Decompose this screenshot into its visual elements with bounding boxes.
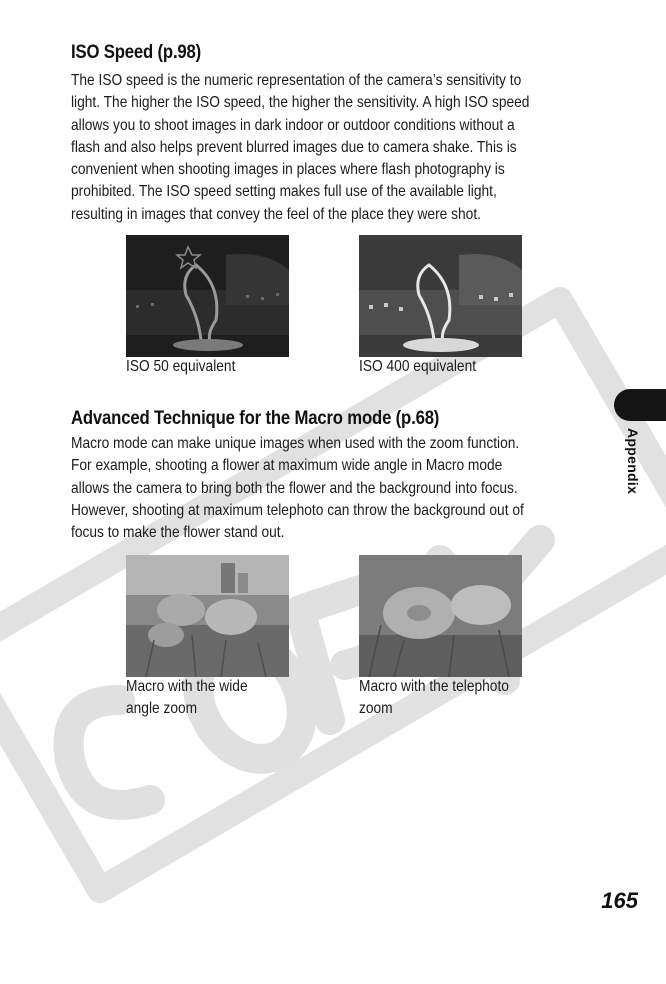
paragraph-line: convenient when shooting images in places where flash photography is bbox=[71, 161, 505, 179]
macro-telephoto-photo bbox=[359, 555, 522, 677]
caption-line: Macro with the wide bbox=[126, 678, 248, 695]
macro-wide-photo bbox=[126, 555, 289, 677]
macro-telephoto-caption bbox=[359, 676, 533, 720]
paragraph-line: For example, shooting a flower at maximum wide angle in Macro mode bbox=[71, 457, 503, 475]
paragraph-line: resulting in images that convey the feel of the place they were shot. bbox=[71, 205, 481, 223]
iso-50-caption bbox=[126, 356, 253, 378]
iso-400-photo bbox=[359, 235, 522, 357]
paragraph-line: prohibited. The ISO speed setting makes full use of the available light, bbox=[71, 183, 497, 201]
appendix-tab-label: Appendix bbox=[625, 428, 641, 495]
caption-line: zoom bbox=[359, 700, 393, 717]
iso-400-caption bbox=[359, 356, 495, 378]
macro-wide-caption bbox=[126, 676, 267, 720]
caption-line: Macro with the telephoto bbox=[359, 678, 509, 695]
caption-line: angle zoom bbox=[126, 700, 198, 717]
paragraph-line: focus to make the flower stand out. bbox=[71, 524, 285, 542]
page-number: 165 bbox=[601, 888, 638, 913]
caption-line: ISO 400 equivalent bbox=[359, 358, 477, 375]
paragraph-line: light. The higher the ISO speed, the higher the sensitivity. A high ISO speed bbox=[71, 94, 530, 112]
paragraph-line: The ISO speed is the numeric representation of the camera’s sensitivity to bbox=[71, 72, 522, 89]
section-heading-iso-speed: ISO Speed (p.98) bbox=[71, 42, 202, 63]
paragraph-line: allows the camera to bring both the flower and the background into focus. bbox=[71, 479, 518, 497]
paragraph-line: flash and also helps prevent blurred images due to camera shake. This is bbox=[71, 138, 517, 156]
caption-line: ISO 50 equivalent bbox=[126, 358, 236, 375]
section-heading-macro-technique: Advanced Technique for the Macro mode (p.68) bbox=[71, 408, 440, 429]
iso-speed-paragraph bbox=[71, 70, 666, 226]
paragraph-line: However, shooting at maximum telephoto can throw the background out of bbox=[71, 501, 524, 519]
paragraph-line: allows you to shoot images in dark indoor or outdoor conditions without a bbox=[71, 116, 515, 134]
macro-technique-paragraph bbox=[71, 433, 666, 544]
appendix-tab-marker bbox=[614, 389, 666, 421]
paragraph-line: Macro mode can make unique images when used with the zoom function. bbox=[71, 435, 520, 452]
iso-50-photo bbox=[126, 235, 289, 357]
